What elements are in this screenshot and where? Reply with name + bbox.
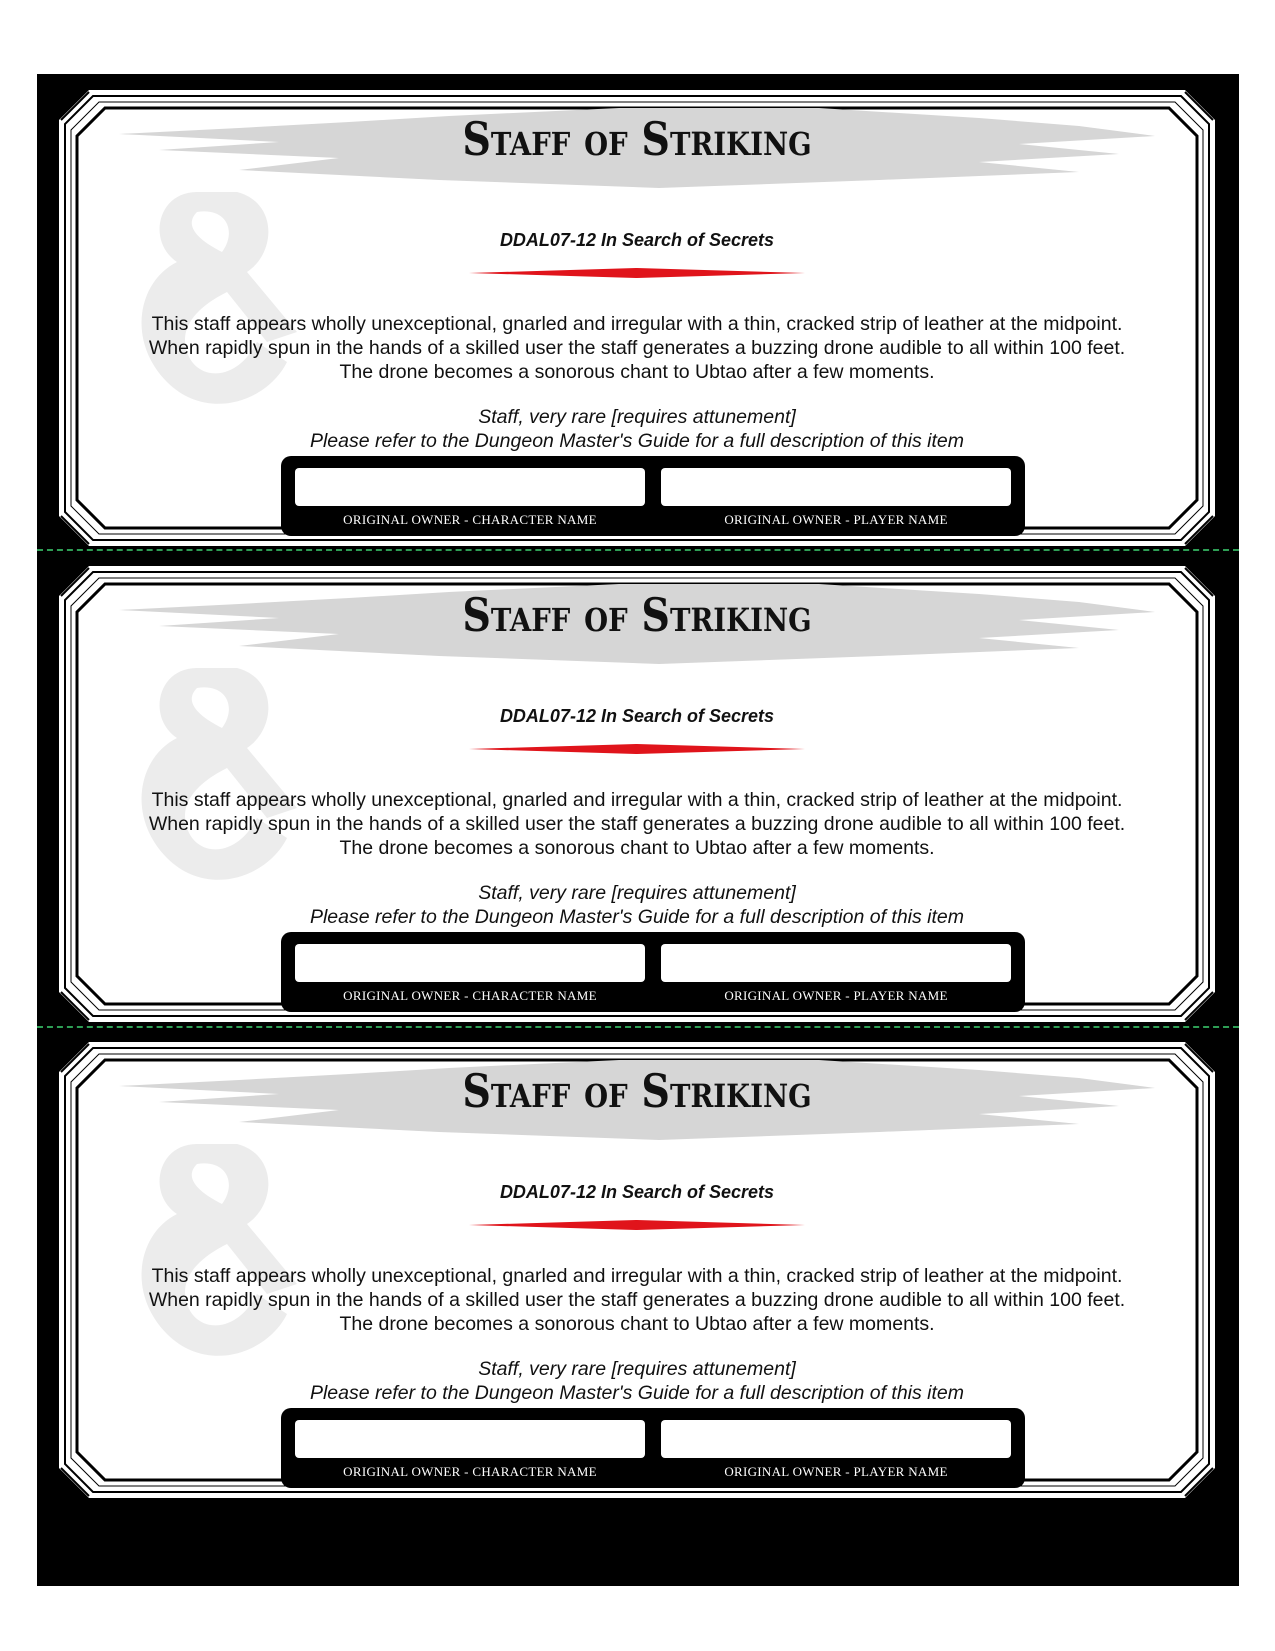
item-reference: Please refer to the Dungeon Master's Guide for a full description of this item [309, 430, 965, 452]
item-meta [59, 405, 1215, 453]
item-description: This staff appears wholly unexceptional, gnarled and irregular with a thin, cracked strip of leather at the midpoint. When rapidly spun in the hands of a skilled user the staff generates a buzzing drone audible to all within 100 feet. The drone becomes a sonorous chant to Ubtao after a few moments. [148, 1265, 1126, 1335]
player-name-label: ORIGINAL OWNER - PLAYER NAME [724, 988, 948, 1003]
item-meta [59, 881, 1215, 929]
player-name-label: ORIGINAL OWNER - PLAYER NAME [724, 512, 948, 527]
item-card [59, 90, 1215, 546]
owner-box [281, 932, 1025, 1012]
red-diamond-divider-icon [469, 1220, 805, 1230]
dnd-ampersand-dragon-icon [127, 182, 307, 422]
item-reference: Please refer to the Dungeon Master's Guide for a full description of this item [309, 906, 965, 928]
cut-line [37, 1026, 1239, 1028]
player-name-field[interactable] [661, 1420, 1011, 1458]
item-title: Staff of Striking [462, 1064, 812, 1118]
character-name-field[interactable] [295, 468, 645, 506]
character-name-field[interactable] [295, 1420, 645, 1458]
character-name-label: ORIGINAL OWNER - CHARACTER NAME [343, 1464, 597, 1479]
red-diamond-divider-icon [469, 268, 805, 278]
item-type: Staff, very rare [requires attunement] [478, 1358, 796, 1380]
owner-box [281, 456, 1025, 536]
item-title: Staff of Striking [462, 112, 812, 166]
character-name-label: ORIGINAL OWNER - CHARACTER NAME [343, 512, 597, 527]
item-type: Staff, very rare [requires attunement] [478, 882, 796, 904]
character-name-field[interactable] [295, 944, 645, 982]
item-description: This staff appears wholly unexceptional, gnarled and irregular with a thin, cracked strip of leather at the midpoint. When rapidly spun in the hands of a skilled user the staff generates a buzzing drone audible to all within 100 feet. The drone becomes a sonorous chant to Ubtao after a few moments. [148, 789, 1126, 859]
adventure-code: DDAL07-12 In Search of Secrets [499, 706, 775, 726]
dnd-ampersand-dragon-icon [127, 1134, 307, 1374]
player-name-label: ORIGINAL OWNER - PLAYER NAME [724, 1464, 948, 1479]
item-description: This staff appears wholly unexceptional, gnarled and irregular with a thin, cracked strip of leather at the midpoint. When rapidly spun in the hands of a skilled user the staff generates a buzzing drone audible to all within 100 feet. The drone becomes a sonorous chant to Ubtao after a few moments. [148, 313, 1126, 383]
item-reference: Please refer to the Dungeon Master's Guide for a full description of this item [309, 1382, 965, 1404]
adventure-code: DDAL07-12 In Search of Secrets [499, 1182, 775, 1202]
item-meta [59, 1357, 1215, 1405]
item-card [59, 1042, 1215, 1498]
player-name-field[interactable] [661, 468, 1011, 506]
item-type: Staff, very rare [requires attunement] [478, 406, 796, 428]
cut-line [37, 549, 1239, 551]
adventure-code: DDAL07-12 In Search of Secrets [499, 230, 775, 250]
character-name-label: ORIGINAL OWNER - CHARACTER NAME [343, 988, 597, 1003]
item-card [59, 566, 1215, 1022]
owner-box [281, 1408, 1025, 1488]
red-diamond-divider-icon [469, 744, 805, 754]
player-name-field[interactable] [661, 944, 1011, 982]
dnd-ampersand-dragon-icon [127, 658, 307, 898]
item-title: Staff of Striking [462, 588, 812, 642]
